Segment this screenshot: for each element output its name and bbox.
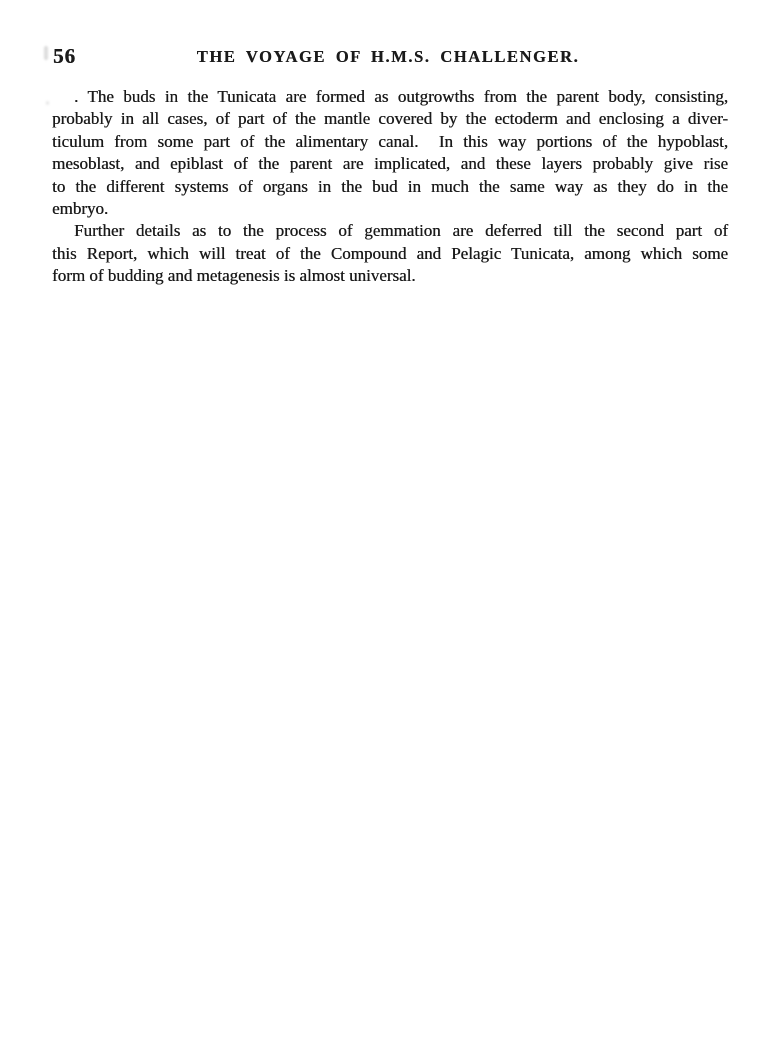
running-header: THE VOYAGE OF H.M.S. CHALLENGER. <box>196 47 580 66</box>
text-line: probably in all cases, of part of the mantle covered by the ectoderm and enclosing a diver- <box>52 109 728 129</box>
text-line: embryo. <box>52 199 109 219</box>
scan-artifact <box>46 101 49 105</box>
text-line: to the different systems of organs in the bud in much the same way as they do in the <box>52 176 728 196</box>
page-body <box>52 86 728 288</box>
text-line: . The buds in the Tunicata are formed as outgrowths from the parent body, consisting, <box>74 87 728 106</box>
text-line: ticulum from some part of the alimentary canal. In this way portions of the hypoblast, <box>52 131 728 151</box>
paragraph <box>52 86 728 220</box>
page-number: 56 <box>53 44 76 68</box>
text-line: this Report, which will treat of the Compound and Pelagic Tunicata, among which some <box>52 243 728 263</box>
text-line: mesoblast, and epiblast of the parent are implicated, and these layers probably give rise <box>52 154 728 174</box>
paragraph <box>52 220 728 287</box>
text-line: form of budding and metagenesis is almost universal. <box>52 266 416 286</box>
text-line: Further details as to the process of gemmation are deferred till the second part of <box>74 221 728 241</box>
